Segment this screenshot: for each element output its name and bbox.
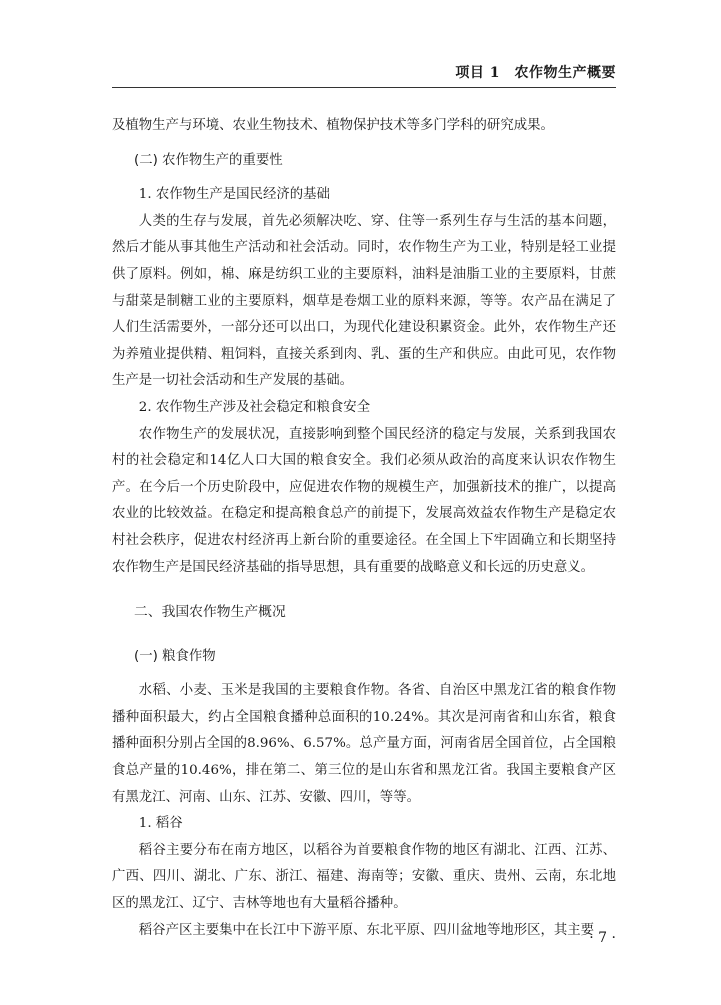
running-header: 项目 1 农作物生产概要	[455, 65, 616, 81]
subheading-item-1: 1. 农作物生产是国民经济的基础	[138, 187, 330, 203]
header-rule	[112, 87, 616, 88]
paragraph: 稻谷产区主要集中在长江中下游平原、东北平原、四川盆地等地形区，其主要	[138, 922, 595, 938]
paragraph: 水稻、小麦、玉米是我国的主要粮食作物。各省、自治区中黑龙江省的粮食作物播种面积最大，约占全国粮食播种总面积的10.24%。其次是河南省和山东省，粮食播种面积分别占全国的8.96%、6.57%。总产量方面，河南省居全国首位，占全国粮食总产量的10.46%，排在第二、第三位的是山东省和黑龙江省。我国主要粮食产区有黑龙江、河南、山东、江苏、安徽、四川，等等。	[112, 683, 616, 805]
subheading-item-rice: 1. 稻谷	[138, 816, 183, 832]
section-heading-grain: (一) 粮食作物	[134, 648, 216, 664]
subheading-item-2: 2. 农作物生产涉及社会稳定和粮食安全	[138, 399, 371, 415]
paragraph: 稻谷主要分布在南方地区，以稻谷为首要粮食作物的地区有湖北、江西、江苏、广西、四川、湖北、广东、浙江、福建、海南等；安徽、重庆、贵州、云南，东北地区的黑龙江、辽宁、吉林等地也有大量稻谷播种。	[112, 842, 616, 912]
paragraph: 农作物生产的发展状况，直接影响到整个国民经济的稳定与发展，关系到我国农村的社会稳定和14亿人口大国的粮食安全。我们必须从政治的高度来认识农作物生产。在今后一个历史阶段中，应促进农作物的规模生产，加强新技术的推广，以提高农业的比较效益。在稳定和提高粮食总产的前提下，发展高效益农作物生产是稳定农村社会秩序，促进农村经济再上新台阶的重要途径。在全国上下牢固确立和长期坚持农作物生产是国民经济基础的指导思想，具有重要的战略意义和长远的历史意义。	[112, 426, 616, 575]
page-content	[112, 113, 616, 944]
paragraph: 及植物生产与环境、农业生物技术、植物保护技术等多门学科的研究成果。	[112, 118, 554, 133]
page-number: · 7 ·	[589, 930, 616, 946]
chapter-heading-overview: 二、我国农作物生产概况	[134, 604, 286, 621]
paragraph: 人类的生存与发展，首先必须解决吃、穿、住等一系列生存与生活的基本问题，然后才能从事其他生产活动和社会活动。同时，农作物生产为工业，特别是轻工业提供了原料。例如，棉、麻是纺织工业的主要原料，油料是油脂工业的主要原料，甘蔗与甜菜是制糖工业的主要原料，烟草是卷烟工业的原料来源，等等。农产品在满足了人们生活需要外，一部分还可以出口，为现代化建设积累资金。此外，农作物生产还为养殖业提供精、粗饲料，直接关系到肉、乳、蛋的生产和供应。由此可见，农作物生产是一切社会活动和生产发展的基础。	[112, 213, 616, 389]
section-heading-importance: (二) 农作物生产的重要性	[134, 152, 283, 168]
